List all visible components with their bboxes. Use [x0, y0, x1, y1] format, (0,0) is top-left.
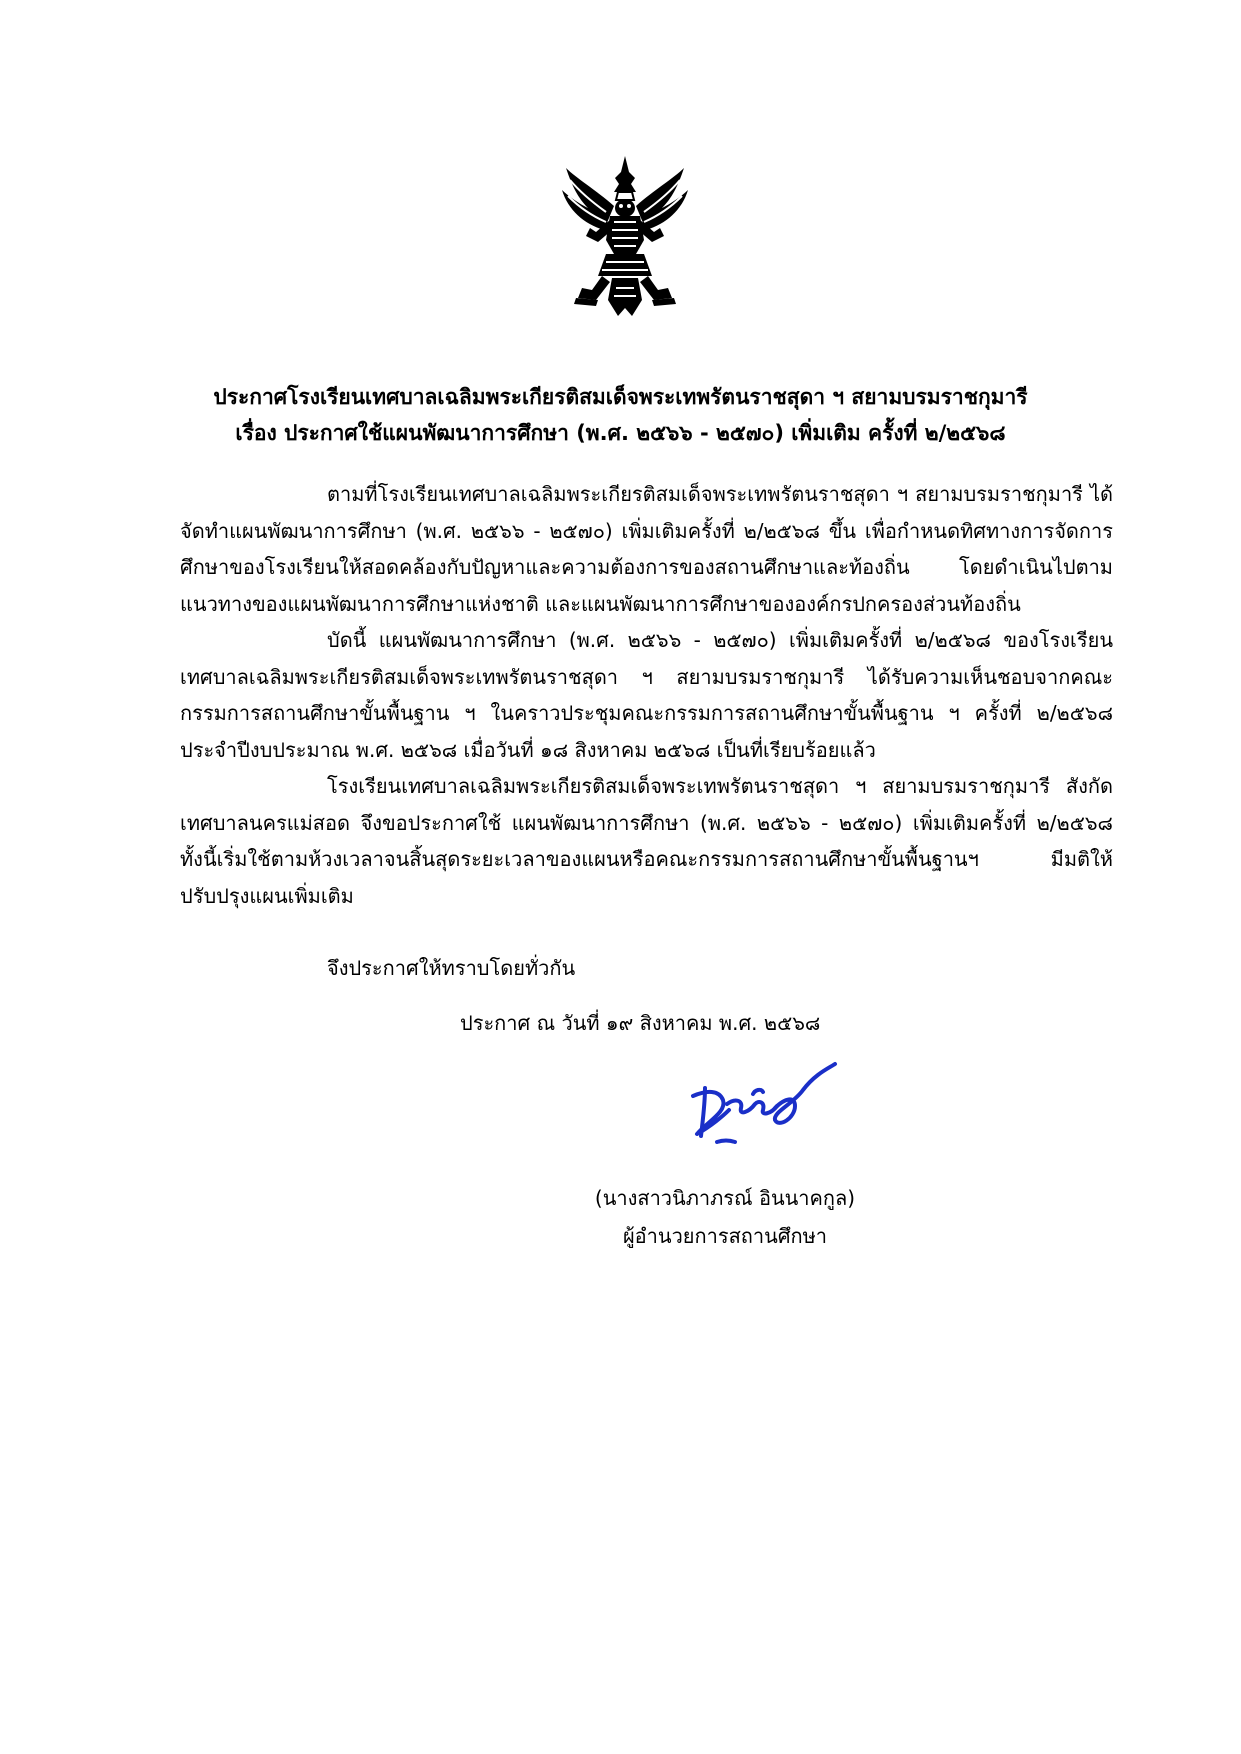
signer-name: (นางสาวนิภาภรณ์ อินนาคกูล): [594, 1186, 856, 1210]
garuda-emblem-icon: [556, 150, 694, 322]
handwritten-signature-icon: [683, 1060, 843, 1148]
announcement-body: [180, 476, 1113, 914]
signer-position: ผู้อำนวยการสถานศึกษา: [622, 1224, 828, 1248]
paragraph-background: ตามที่โรงเรียนเทศบาลเฉลิมพระเกียรติสมเด็จพระเทพรัตนราชสุดา ฯ สยามบรมราชกุมารี ได้จัดทำแผนพัฒนาการศึกษา (พ.ศ. ๒๕๖๖ - ๒๕๗๐) เพิ่มเติมครั้งที่ ๒/๒๕๖๘ ขึ้น เพื่อกำหนดทิศทางการจัดการศึกษาของโรงเรียนให้สอดคล้องกับปัญหาและความต้องการของสถานศึกษาและท้องถิ่น โดยดำเนินไปตามแนวทางของแผนพัฒนาการศึกษาแห่งชาติ และแผนพัฒนาการศึกษาขององค์กรปกครองส่วนท้องถิ่น: [180, 482, 1113, 616]
closing-statement: จึงประกาศให้ทราบโดยทั่วกัน: [327, 956, 576, 980]
announcement-date: ประกาศ ณ วันที่ ๑๙ สิงหาคม พ.ศ. ๒๕๖๘: [460, 1011, 821, 1035]
announcement-subject: เรื่อง ประกาศใช้แผนพัฒนาการศึกษา (พ.ศ. ๒๕๖๖ - ๒๕๗๐) เพิ่มเติม ครั้งที่ ๒/๒๕๖๘: [235, 421, 1006, 445]
paragraph-enactment: โรงเรียนเทศบาลเฉลิมพระเกียรติสมเด็จพระเทพรัตนราชสุดา ฯ สยามบรมราชกุมารี สังกัดเทศบาลนครแม่สอด จึงขอประกาศใช้ แผนพัฒนาการศึกษา (พ.ศ. ๒๕๖๖ - ๒๕๗๐) เพิ่มเติมครั้งที่ ๒/๒๕๖๘ ทั้งนี้เริ่มใช้ตามห้วงเวลาจนสิ้นสุดระยะเวลาของแผนหรือคณะกรรมการสถานศึกษาขั้นพื้นฐานฯ มีมติให้ปรับปรุงแผนเพิ่มเติม: [180, 774, 1113, 908]
paragraph-approval: บัดนี้ แผนพัฒนาการศึกษา (พ.ศ. ๒๕๖๖ - ๒๕๗๐) เพิ่มเติมครั้งที่ ๒/๒๕๖๘ ของโรงเรียนเทศบาลเฉลิมพระเกียรติสมเด็จพระเทพรัตนราชสุดา ฯ สยามบรมราชกุมารี ได้รับความเห็นชอบจากคณะกรรมการสถานศึกษาขั้นพื้นฐาน ฯ ในคราวประชุมคณะกรรมการสถานศึกษาขั้นพื้นฐาน ฯ ครั้งที่ ๒/๒๕๖๘ ประจำปีงบประมาณ พ.ศ. ๒๕๖๘ เมื่อวันที่ ๑๘ สิงหาคม ๒๕๖๘ เป็นที่เรียบร้อยแล้ว: [180, 628, 1113, 762]
announcement-title: ประกาศโรงเรียนเทศบาลเฉลิมพระเกียรติสมเด็จพระเทพรัตนราชสุดา ฯ สยามบรมราชกุมารี: [213, 385, 1028, 409]
